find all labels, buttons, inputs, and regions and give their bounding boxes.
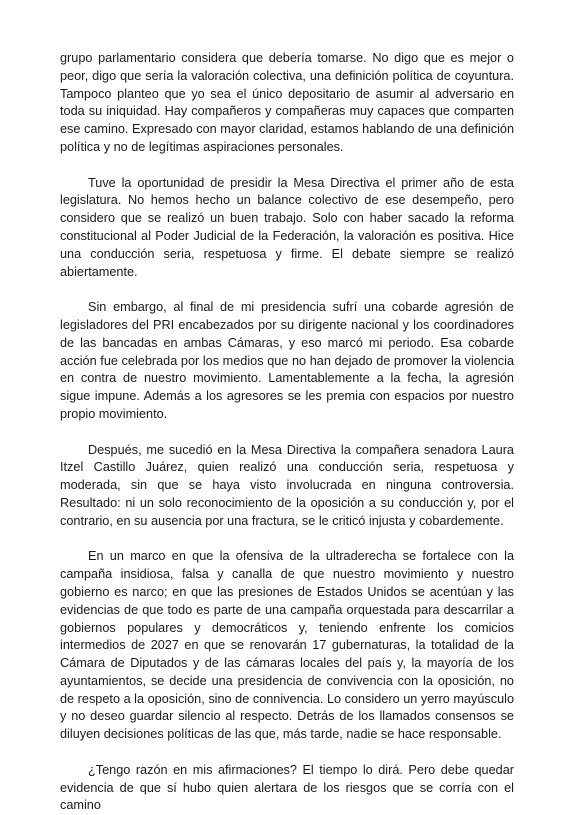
paragraph-4: Después, me sucedió en la Mesa Directiva la compañera senadora Laura Itzel Castillo Juárez, quien realizó una conducción seria, respetuosa y moderada, sin que se haya visto involucrada en ninguna controversia. Resultado: ni un solo reconocimiento de la oposición a su conducción y, por el contrario, en su ausencia por una fractura, se le criticó injusta y cobardemente. (60, 442, 514, 528)
paragraph-2: Tuve la oportunidad de presidir la Mesa Directiva el primer año de esta legislatura. No hemos hecho un balance colectivo de ese desempeño, pero considero que se realizó un buen trabajo. Solo con haber sacado la reforma constitucional al Poder Judicial de la Federación, la valoración es positiva. Hice una conducción seria, respetuosa y firme. El debate siempre se realizó abiertamente. (60, 175, 514, 279)
paragraph-1: grupo parlamentario considera que debería tomarse. No digo que es mejor o peor, digo que sería la valoración colectiva, una definición política de coyuntura. Tampoco planteo que yo sea el único depositario de asumir al adversario en toda su iniquidad. Hay compañeros y compañeras muy capaces que comparten ese camino. Expresado con mayor claridad, estamos hablando de una definición política y no de legítimas aspiraciones personales. (60, 51, 514, 154)
paragraph-6: ¿Tengo razón en mis afirmaciones? El tiempo lo dirá. Pero debe quedar evidencia de que sí hubo quien alertara de los riesgos que se corría con el camino (60, 762, 514, 813)
document-body (60, 50, 514, 815)
paragraph-3: Sin embargo, al final de mi presidencia sufrí una cobarde agresión de legisladores del PRI encabezados por su dirigente nacional y los coordinadores de las bancadas en ambas Cámaras, y eso marcó mi periodo. Esa cobarde acción fue celebrada por los medios que no han dejado de promover la violencia en contra de nuestro movimiento. Lamentablemente a la fecha, la agresión sigue impune. Además a los agresores se les premia con espacios por nuestro propio movimiento. (60, 300, 514, 421)
paragraph-5: En un marco en que la ofensiva de la ultraderecha se fortalece con la campaña insidiosa, falsa y canalla de que nuestro movimiento y nuestro gobierno es narco; en que las presiones de Estados Unidos se acentúan y las evidencias de que todo es parte de una campaña orquestada para descarrilar a gobiernos populares y democráticos y, teniendo enfrente los comicios intermedios de 2027 en que se renovarán 17 gubernaturas, la totalidad de la Cámara de Diputados y de las cámaras locales del país y, la mayoría de los ayuntamientos, se decide una presidencia de convivencia con la oposición, no de respeto a la oposición, sino de connivencia. Lo considero un yerro mayúsculo y no deseo guardar silencio al respecto. Detrás de los llamados consensos se diluyen decisiones políticas de las que, más tarde, nadie se hace responsable. (60, 549, 514, 742)
